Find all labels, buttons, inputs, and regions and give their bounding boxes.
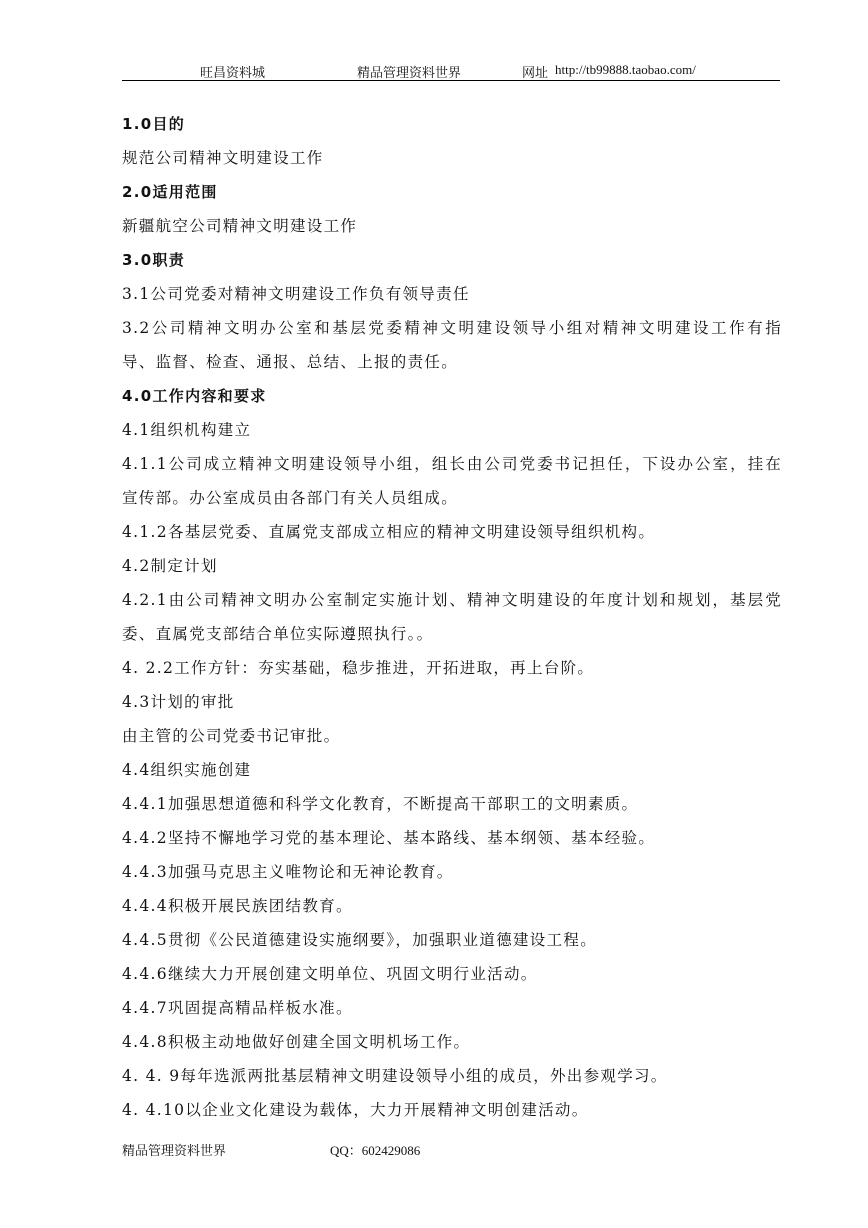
doc-line: 4. 4. 9每年选派两批基层精神文明建设领导小组的成员，外出参观学习。 bbox=[122, 1067, 668, 1085]
doc-line: 4.2制定计划 bbox=[122, 557, 218, 575]
header-center-text: 精品管理资料世界 bbox=[357, 65, 462, 80]
header-url-link[interactable]: http://tb99888.taobao.com/ bbox=[555, 62, 696, 77]
footer-qq-text: QQ：602429086 bbox=[330, 1143, 421, 1158]
doc-line: 4.3计划的审批 bbox=[122, 693, 235, 711]
doc-line: 4.1.1公司成立精神文明建设领导小组，组长由公司党委书记担任，下设办公室，挂在 bbox=[122, 455, 782, 473]
doc-line: 3.1公司党委对精神文明建设工作负有领导责任 bbox=[122, 285, 470, 303]
document-body bbox=[122, 107, 782, 1127]
doc-line: 4.4.4积极开展民族团结教育。 bbox=[122, 897, 353, 915]
doc-line: 委、直属党支部结合单位实际遵照执行。。 bbox=[122, 625, 434, 643]
doc-line: 4.4.5贯彻《公民道德建设实施纲要》，加强职业道德建设工程。 bbox=[122, 931, 597, 949]
doc-line: 4.1.2各基层党委、直属党支部成立相应的精神文明建设领导组织机构。 bbox=[122, 523, 656, 541]
header-left-text: 旺昌资料城 bbox=[200, 65, 266, 80]
doc-line: 2.0适用范围 bbox=[122, 183, 218, 201]
doc-line: 宣传部。办公室成员由各部门有关人员组成。 bbox=[122, 489, 459, 507]
doc-line: 4.2.1由公司精神文明办公室制定实施计划、精神文明建设的年度计划和规划，基层党 bbox=[122, 591, 782, 609]
doc-line: 4. 4.10以企业文化建设为载体，大力开展精神文明创建活动。 bbox=[122, 1101, 589, 1119]
footer-left-text: 精品管理资料世界 bbox=[122, 1143, 227, 1158]
doc-line: 4.4.6继续大力开展创建文明单位、巩固文明行业活动。 bbox=[122, 965, 538, 983]
doc-line: 1.0目的 bbox=[122, 115, 186, 133]
doc-line: 3.2公司精神文明办公室和基层党委精神文明建设领导小组对精神文明建设工作有指 bbox=[122, 319, 782, 337]
doc-line: 4.4.7巩固提高精品样板水准。 bbox=[122, 999, 353, 1017]
doc-line: 4.4.2坚持不懈地学习党的基本理论、基本路线、基本纲领、基本经验。 bbox=[122, 829, 656, 847]
page-footer bbox=[0, 1138, 868, 1158]
doc-line: 规范公司精神文明建设工作 bbox=[122, 149, 324, 167]
doc-line: 4.0工作内容和要求 bbox=[122, 387, 267, 405]
doc-line: 4.4.8积极主动地做好创建全国文明机场工作。 bbox=[122, 1033, 471, 1051]
doc-line: 4.4.3加强马克思主义唯物论和无神论教育。 bbox=[122, 863, 454, 881]
doc-line: 新疆航空公司精神文明建设工作 bbox=[122, 217, 358, 235]
doc-line: 4. 2.2工作方针：夯实基础，稳步推进，开拓进取，再上台阶。 bbox=[122, 659, 595, 677]
page-header bbox=[0, 58, 868, 80]
doc-line: 由主管的公司党委书记审批。 bbox=[122, 727, 341, 745]
doc-line: 4.4.1加强思想道德和科学文化教育，不断提高干部职工的文明素质。 bbox=[122, 795, 639, 813]
header-url-label: 网址 bbox=[522, 65, 549, 80]
header-divider bbox=[122, 80, 780, 81]
doc-line: 4.4组织实施创建 bbox=[122, 761, 252, 779]
doc-line: 4.1组织机构建立 bbox=[122, 421, 252, 439]
doc-line: 导、监督、检查、通报、总结、上报的责任。 bbox=[122, 353, 459, 371]
doc-line: 3.0职责 bbox=[122, 251, 186, 269]
